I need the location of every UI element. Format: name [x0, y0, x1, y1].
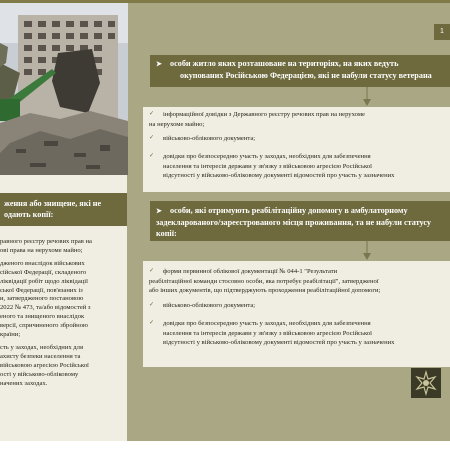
- list-item: [149, 301, 450, 311]
- section-header-rehabilitation: [150, 201, 450, 241]
- left-header-line: ження або знищене, які не: [4, 199, 102, 208]
- military-emblem-icon: [411, 368, 441, 398]
- left-text-line: ості у військово-обліковому: [0, 370, 79, 378]
- item-text: форми первинної облікової документації № 044-1 "Результати: [163, 268, 338, 275]
- left-text-line: равного реєстру речових прав на: [0, 238, 92, 245]
- item-text: довідки про безпосередню участь у заходах, необхідних для забезпечення: [163, 320, 371, 327]
- left-text-line: ліквідації робіт щодо ліквідації: [0, 277, 88, 285]
- left-text-line: версії, спричиненого збройною: [0, 322, 88, 330]
- arrow-down-icon: [362, 87, 372, 107]
- check-icon: ➤: [156, 207, 162, 215]
- page-footer: [0, 441, 450, 450]
- header-line: копії:: [156, 229, 177, 238]
- section-header-occupied-territories: [150, 55, 450, 87]
- left-text-line: сійської Федерації, складеного: [0, 268, 87, 276]
- list-item: [149, 319, 450, 348]
- left-panel-header: [0, 193, 127, 226]
- check-icon: ➤: [156, 60, 162, 68]
- left-text-line: ахисту безпеки населення та: [0, 352, 81, 360]
- check-icon: ✓: [149, 320, 155, 326]
- left-text-line: країни;: [0, 331, 21, 339]
- left-text-line: 2022 № 473, та/або відомостей з: [0, 304, 91, 312]
- check-icon: ✓: [149, 135, 155, 141]
- item-text: населення та інтересів держави у зв'язку з військовою агресією Російської: [163, 329, 372, 337]
- page-badge: 1: [434, 24, 450, 40]
- header-line: особи, які отримують реабілітаційну допомогу в амбулаторному: [170, 206, 408, 215]
- item-text: відсутності у військово-обліковому документі відомостей про участь у зазначених: [163, 172, 395, 180]
- item-text: реабілітаційної команди стосовно особи, яка потребує реабілітації", затвердженої: [149, 277, 379, 285]
- item-text: на нерухоме майно;: [149, 120, 205, 128]
- left-text-line: дженого внаслідок військових: [0, 259, 85, 267]
- left-text-line: сть у заходах, необхідних для: [0, 343, 83, 351]
- check-icon: ✓: [149, 302, 155, 308]
- check-icon: ✓: [149, 111, 155, 117]
- left-text-line: начених заходах.: [0, 379, 48, 387]
- check-icon: ✓: [149, 268, 155, 274]
- item-text: населення та інтересів держави у зв'язку з військовою агресією Російської: [163, 162, 372, 170]
- left-text-line: еного та знищеного внаслідок: [0, 313, 85, 321]
- item-text: військово-облікового документа;: [163, 135, 256, 142]
- left-text-line: військовою агресією Російської: [0, 361, 89, 369]
- list-item: [149, 110, 450, 129]
- header-line: особи житло яких розташоване на територіях, на яких ведуть: [170, 59, 399, 68]
- header-line: окупованих Російською Федерацією, які не набули статусу ветерана: [180, 71, 432, 80]
- left-text-line: ської Федерації, пов'язаних із: [0, 286, 83, 294]
- left-header-line: одають копії:: [4, 210, 54, 219]
- documents-list-1: [143, 107, 450, 192]
- left-text-line: ові права на нерухоме майно;: [0, 246, 83, 254]
- destroyed-building-photo: [0, 3, 128, 175]
- list-item: [149, 134, 450, 144]
- item-text: або інших документів, що підтверджують проходження реабілітаційної допомоги;: [149, 287, 381, 295]
- arrow-down-icon: [362, 241, 372, 261]
- left-panel-text: [0, 238, 124, 393]
- item-text: військово-облікового документа;: [163, 302, 256, 309]
- item-text: інформаційної довідки з Державного реєстру речових прав на нерухоме: [163, 111, 365, 118]
- header-line: задекларованого/зареєстрованого місця проживання, та не набули статусу: [156, 218, 431, 227]
- check-icon: ✓: [149, 153, 155, 159]
- documents-list-2: [143, 261, 450, 367]
- left-text-line: и, затвердженого постановою: [0, 295, 84, 303]
- list-item: [149, 152, 450, 181]
- item-text: довідки про безпосередню участь у заходах, необхідних для забезпечення: [163, 153, 371, 160]
- list-item: [149, 267, 450, 296]
- item-text: відсутності у військово-обліковому документі відомостей про участь у зазначених: [163, 339, 395, 347]
